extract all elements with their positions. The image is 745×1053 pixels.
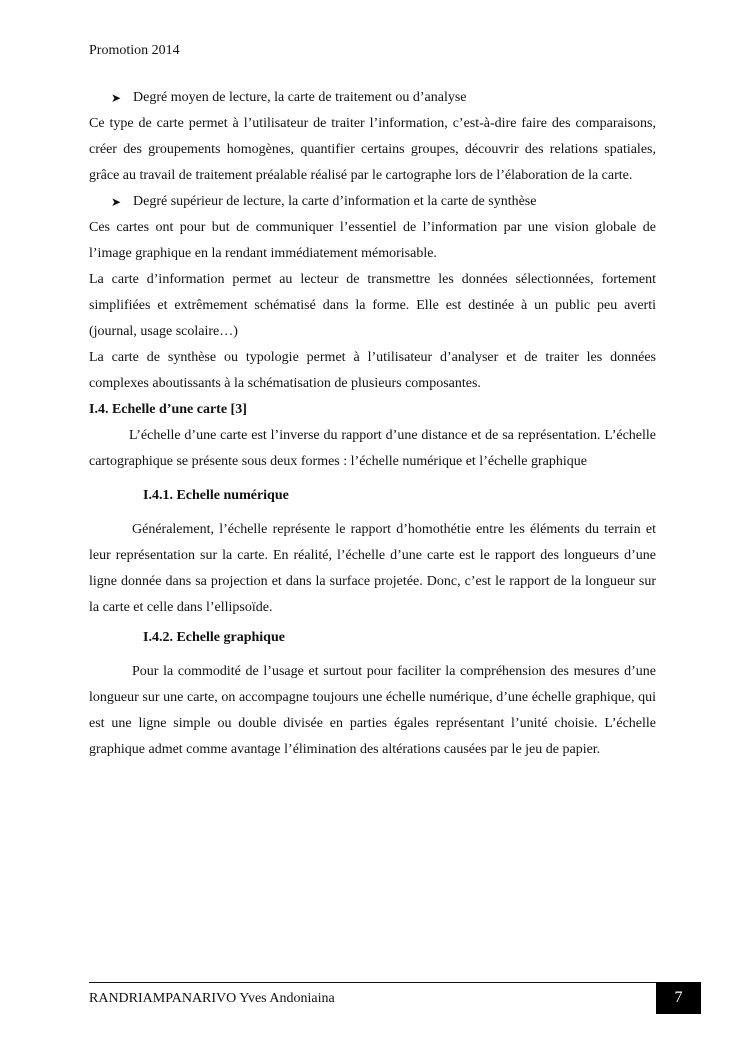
paragraph: Ces cartes ont pour but de communiquer l’essentiel de l’information par une vision globale de l’image graphique en la rendant immédiatement mémorisable. (89, 220, 656, 261)
page-number: 7 (656, 982, 701, 1014)
bullet-item (89, 85, 656, 111)
paragraph: La carte de synthèse ou typologie permet à l’utilisateur d’analyser et de traiter les données complexes aboutissants à la schématisation de plusieurs composantes. (89, 350, 656, 391)
arrow-bullet-icon: ➤ (111, 91, 122, 105)
paragraph: Ce type de carte permet à l’utilisateur de traiter l’information, c’est-à-dire faire des comparaisons, créer des groupements homogènes, quantifier certains groupes, découvrir des relations spatiales, grâce au travail de traitement préalable réalisé par le cartographe lors de l’élaboration de la carte. (89, 116, 656, 183)
paragraph: La carte d’information permet au lecteur de transmettre les données sélectionnées, fortement simplifiées et extrêmement schématisé dans la forme. Elle est destinée à un public peu averti (journal, usage scolaire…) (89, 272, 656, 339)
paragraph: Généralement, l’échelle représente le rapport d’homothétie entre les éléments du terrain et leur représentation sur la carte. En réalité, l’échelle d’une carte est le rapport des longueurs d’une ligne donnée dans sa projection et dans la surface projetée. Donc, c’est le rapport de la longueur sur la carte et celle dans l’ellipsoïde. (89, 522, 656, 615)
page-header: Promotion 2014 (89, 43, 180, 58)
bullet-text: Degré supérieur de lecture, la carte d’information et la carte de synthèse (133, 194, 537, 209)
footer-author: RANDRIAMPANARIVO Yves Andoniaina (89, 991, 335, 1006)
section-heading: I.4. Echelle d’une carte [3] (89, 402, 247, 417)
paragraph: L’échelle d’une carte est l’inverse du rapport d’une distance et de sa représentation. L’échelle cartographique se présente sous deux formes : l’échelle numérique et l’échelle graphique (89, 428, 656, 469)
subsection-heading: I.4.1. Echelle numérique (143, 488, 289, 503)
bullet-item (89, 189, 656, 215)
bullet-text: Degré moyen de lecture, la carte de traitement ou d’analyse (133, 90, 467, 105)
paragraph: Pour la commodité de l’usage et surtout pour faciliter la compréhension des mesures d’une longueur sur une carte, on accompagne toujours une échelle numérique, d’une échelle graphique, qui est une ligne simple ou double divisée en parties égales représentant l’unité choisie. L’échelle graphique admet comme avantage l’élimination des altérations causées par le jeu de papier. (89, 664, 656, 757)
subsection-heading: I.4.2. Echelle graphique (143, 630, 285, 645)
footer-divider (89, 982, 656, 983)
arrow-bullet-icon: ➤ (111, 195, 122, 209)
page-body (89, 85, 656, 763)
